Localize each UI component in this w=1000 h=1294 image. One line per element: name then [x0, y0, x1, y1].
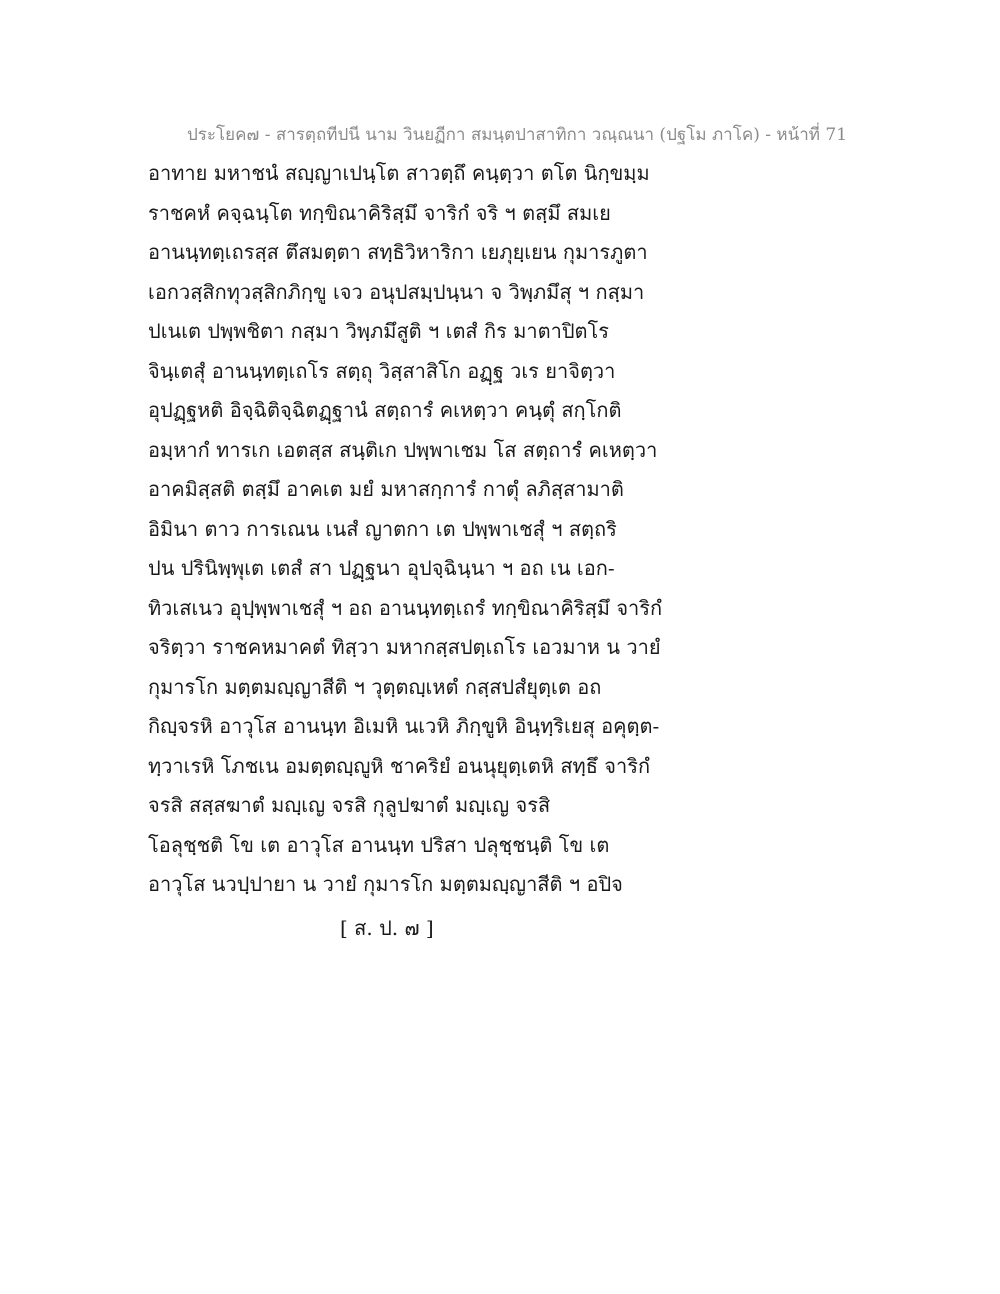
text-line: ราชคหํ คจฺฉนฺโต ทกฺขิณาคิริสฺมึ จาริกํ จริ ฯ ตสฺมึ สมเย	[148, 200, 611, 225]
text-line: จริตฺวา ราชคหมาคตํ ทิสฺวา มหากสฺสปตฺเถโร เอวมาห น วายํ	[148, 635, 661, 659]
text-line: อาวุโส นวปฺปายา น วายํ กุมารโก มตฺตมญฺญาสีติ ฯ อปิจ	[148, 872, 623, 896]
running-header: ประโยค๗ - สารตฺถทีปนี นาม วินยฏีกา สมนฺตปาสาทิกา วณฺณนา (ปฐโม ภาโค) - หน้าที่ 71	[187, 125, 848, 145]
text-line: จรสิ สสฺสฆาตํ มญฺเญ จรสิ กุลูปฆาตํ มญฺเญ จรสิ	[148, 793, 551, 817]
text-line: อานนฺทตฺเถรสฺส ตึสมตฺตา สทฺธิวิหาริกา เยภุยฺเยน กุมารภูตา	[148, 240, 648, 264]
text-line: อมฺหากํ ทารเก เอตสฺส สนฺติเก ปพฺพาเชม โส สตฺถารํ คเหตฺวา	[148, 437, 658, 462]
text-line: อาทาย มหาชนํ สญฺญาเปนฺโต สาวตฺถึ คนฺตฺวา ตโต นิกฺขมฺม	[148, 161, 650, 185]
body-text	[148, 158, 948, 909]
text-line: ทิวเสเนว อุปฺพฺพาเชสุํ ฯ อถ อานนฺทตฺเถรํ ทกฺขิณาคิริสฺมึ จาริกํ	[148, 595, 663, 620]
text-line: ทฺวาเรหิ โภชเน อมตฺตญฺญูหิ ชาคริยํ อนนุยุตฺเตหิ สทฺธึ จาริกํ	[148, 753, 651, 778]
text-line: ปเนเต ปพฺพชิตา กสฺมา วิพฺภมึสูติ ฯ เตสํ กิร มาตาปิตโร	[148, 319, 610, 343]
text-line: เอกวสฺสิกทุวสฺสิกภิกฺขู เจว อนุปสมฺปนฺนา จ วิพฺภมึสุ ฯ กสฺมา	[148, 279, 645, 304]
text-line: กิญฺจรหิ อาวุโส อานนฺท อิเมหิ นเวหิ ภิกฺขูหิ อินฺทฺริเยสุ อคุตฺต-	[148, 714, 660, 738]
text-line: จินฺเตสุํ อานนฺทตฺเถโร สตฺถุ วิสฺสาสิโก อฏฺฐ วเร ยาจิตฺวา	[148, 358, 616, 383]
text-line: อิมินา ตาว การเณน เนสํ ญาตกา เต ปพฺพาเชสุํ ฯ สตฺถริ	[148, 516, 617, 541]
text-line: อาคมิสฺสติ ตสฺมึ อาคเต มยํ มหาสกฺการํ กาตุํ ลภิสฺสามาติ	[148, 477, 624, 501]
text-line: กุมารโก มตฺตมญฺญาสีติ ฯ วุตฺตญฺเหตํ กสฺสปสํยุตฺเต อถ	[148, 674, 602, 699]
signature-mark: [ ส. ป. ๗ ]	[340, 916, 434, 940]
text-line: ปน ปรินิพฺพุเต เตสํ สา ปฏฺฐนา อุปจฺฉินฺนา ฯ อถ เน เอก-	[148, 556, 615, 580]
text-line: โอลุชฺชติ โข เต อาวุโส อานนฺท ปริสา ปลุชฺชนฺติ โข เต	[148, 832, 610, 857]
text-line: อุปฏฺฐหติ อิจฺฉิติจฺฉิตฏฺฐานํ สตฺถารํ คเหตฺวา คนฺตุํ สกฺโกติ	[148, 398, 622, 422]
